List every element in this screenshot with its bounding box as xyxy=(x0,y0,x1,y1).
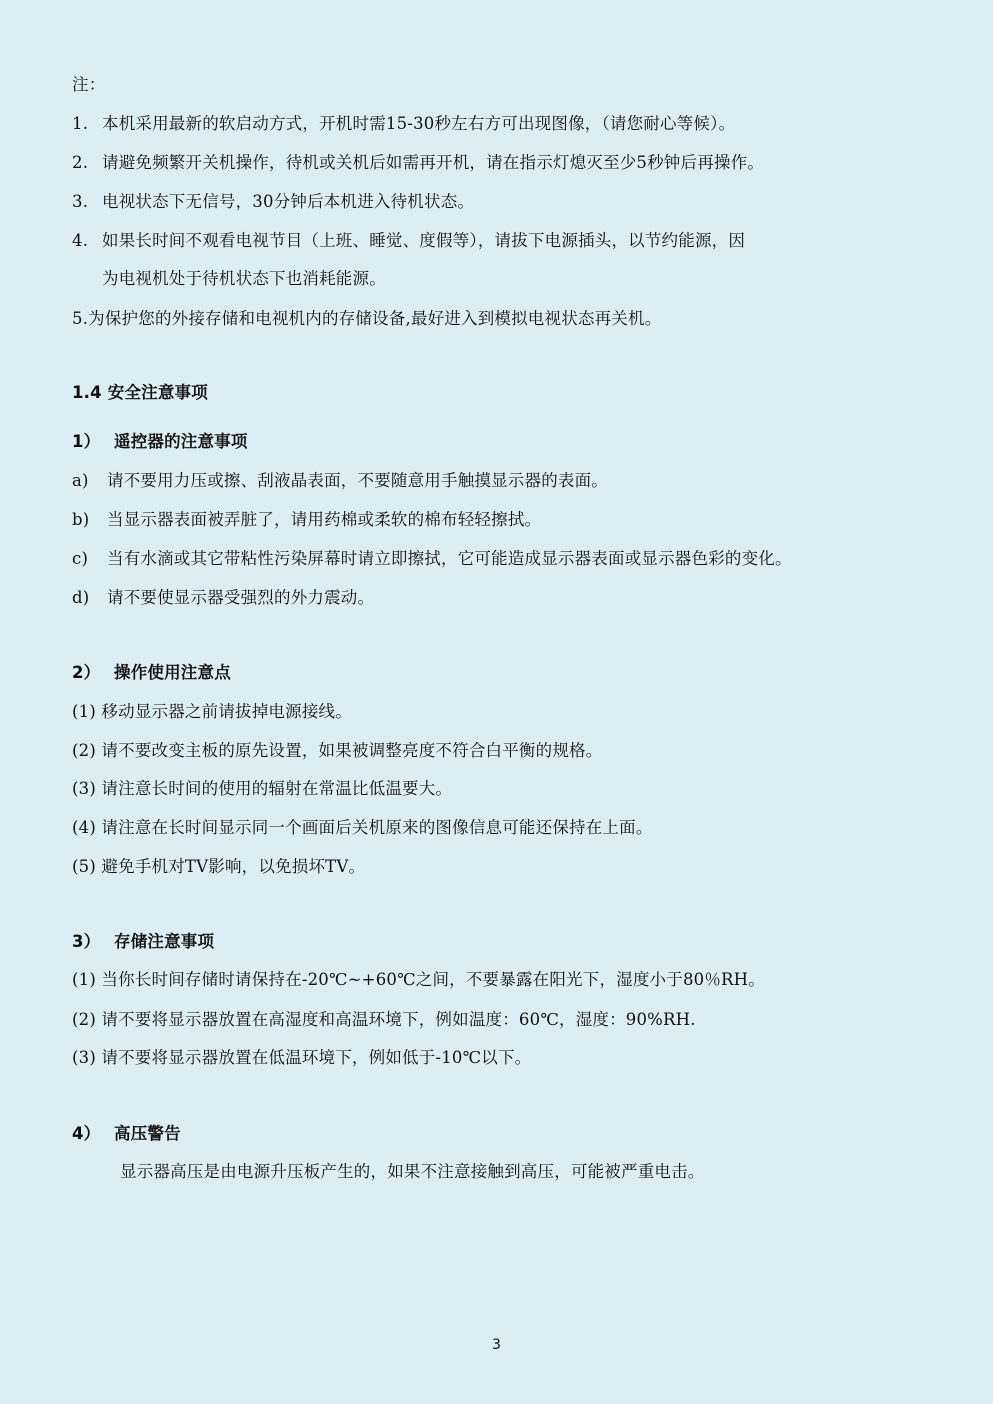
list-item: (1) 当你长时间存储时请保持在-20℃~+60℃之间，不要暴露在阳光下，湿度小于80％RH。 xyxy=(72,970,765,989)
note-item-4-continuation: 为电视机处于待机状态下也消耗能源。 xyxy=(102,269,386,288)
list-item: (5) 避免手机对TV影响，以免损坏TV。 xyxy=(72,857,366,876)
section-title: 1.4 安全注意事项 xyxy=(72,383,208,402)
subsection-number: 3） xyxy=(72,932,101,951)
warning-body: 显示器高压是由电源升压板产生的，如果不注意接触到高压，可能被严重电击。 xyxy=(120,1162,705,1181)
list-item: (1) 移动显示器之前请拔掉电源接线。 xyxy=(72,702,352,721)
subsection-number: 4） xyxy=(72,1124,101,1143)
note-text: 如果长时间不观看电视节目（上班、睡觉、度假等），请拔下电源插头，以节约能源，因 xyxy=(102,231,746,250)
list-item xyxy=(72,587,374,609)
list-item: (2) 请不要改变主板的原先设置，如果被调整亮度不符合白平衡的规格。 xyxy=(72,741,603,760)
subsection-1-heading xyxy=(72,431,248,453)
item-text: 请不要使显示器受强烈的外力震动。 xyxy=(107,588,375,607)
item-text: 当有水滴或其它带粘性污染屏幕时请立即擦拭，它可能造成显示器表面或显示器色彩的变化。 xyxy=(107,549,792,568)
subsection-number: 1） xyxy=(72,432,101,451)
note-item-3 xyxy=(72,191,474,213)
subsection-title: 操作使用注意点 xyxy=(114,663,231,682)
subsection-number: 2） xyxy=(72,663,101,682)
page-number: 3 xyxy=(492,1337,501,1353)
note-text: 本机采用最新的软启动方式，开机时需15-30秒左右方可出现图像，（请您耐心等候）。 xyxy=(102,114,736,133)
note-item-4 xyxy=(72,230,745,252)
subsection-3-heading xyxy=(72,931,214,953)
note-number: 1. xyxy=(72,114,89,133)
note-text: 请避免频繁开关机操作，待机或关机后如需再开机，请在指示灯熄灭至少5秒钟后再操作。 xyxy=(102,153,764,172)
item-marker: b) xyxy=(72,510,90,529)
subsection-2-heading xyxy=(72,662,231,684)
note-number: 3. xyxy=(72,192,89,211)
note-number: 4. xyxy=(72,231,89,250)
note-item-1 xyxy=(72,113,735,135)
list-item: (3) 请注意长时间的使用的辐射在常温比低温要大。 xyxy=(72,779,453,798)
list-item: (3) 请不要将显示器放置在低温环境下，例如低于-10℃以下。 xyxy=(72,1048,532,1067)
item-text: 当显示器表面被弄脏了，请用药棉或柔软的棉布轻轻擦拭。 xyxy=(107,510,542,529)
subsection-4-heading xyxy=(72,1123,181,1145)
note-item-2 xyxy=(72,152,764,174)
item-marker: d) xyxy=(72,588,90,607)
note-number: 2. xyxy=(72,153,89,172)
item-text: 请不要用力压或擦、刮液晶表面，不要随意用手触摸显示器的表面。 xyxy=(107,471,608,490)
subsection-title: 存储注意事项 xyxy=(114,932,215,951)
list-item xyxy=(72,548,792,570)
list-item xyxy=(72,509,541,531)
note-text: 电视状态下无信号，30分钟后本机进入待机状态。 xyxy=(102,192,475,211)
item-marker: c) xyxy=(72,549,89,568)
list-item: (2) 请不要将显示器放置在高湿度和高温环境下，例如温度：60℃，湿度：90%RH. xyxy=(72,1010,696,1029)
subsection-title: 遥控器的注意事项 xyxy=(114,432,248,451)
subsection-title: 高压警告 xyxy=(114,1124,181,1143)
item-marker: a) xyxy=(72,471,89,490)
list-item xyxy=(72,470,608,492)
list-item: (4) 请注意在长时间显示同一个画面后关机原来的图像信息可能还保持在上面。 xyxy=(72,818,653,837)
notes-label: 注： xyxy=(72,75,106,94)
note-item-5: 5.为保护您的外接存储和电视机内的存储设备,最好进入到模拟电视状态再关机。 xyxy=(72,309,662,328)
